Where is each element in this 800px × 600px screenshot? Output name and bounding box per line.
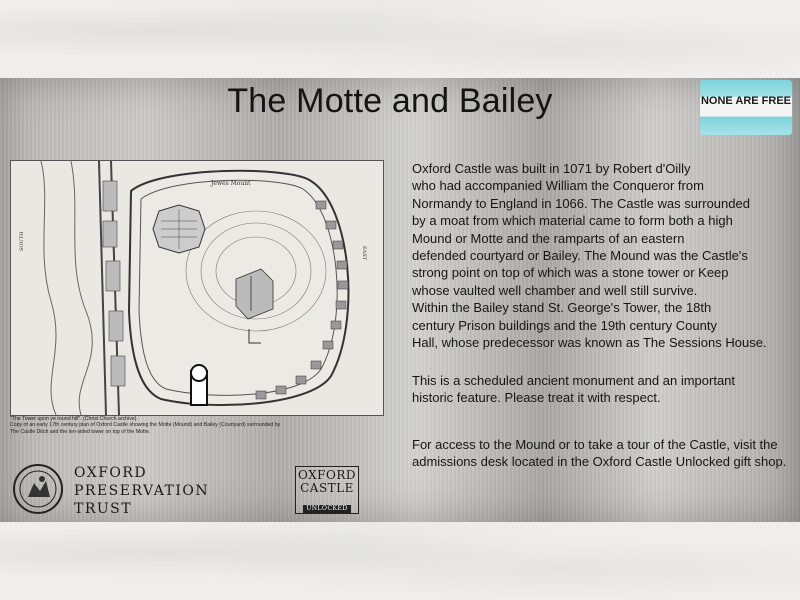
text-line: strong point on top of which was a stone tower or Keep	[412, 265, 729, 281]
text-line: historic feature. Please treat it with respect.	[412, 390, 661, 406]
text-line: This is a scheduled ancient monument and an important	[412, 373, 736, 388]
castle-logo-line: CASTLE	[300, 481, 354, 495]
text-line: Within the Bailey stand St. George's Tower, the 18th	[412, 300, 712, 316]
text-line: Mound or Motte and the ramparts of an eastern	[412, 230, 685, 246]
trust-logo-line: OXFORD	[74, 465, 148, 481]
map-caption-line: Copy of an early 17th century plan of Oxford Castle showing the Motte (Mound) and Bailey (Courtyard) surrounded by	[10, 422, 281, 429]
history-paragraph	[412, 160, 792, 351]
castle-plan-map	[10, 160, 384, 416]
wall-top	[0, 0, 800, 78]
trust-logo-text	[74, 464, 209, 518]
map-caption-line: The Castle Ditch and the ten-sided tower on top of the Motte.	[10, 428, 151, 435]
text-line: by a moat from which material came to form both a high	[412, 213, 733, 229]
castle-logo-badge: UNLOCKED	[303, 505, 350, 513]
sticker	[700, 80, 792, 135]
castle-unlocked-logo	[295, 466, 359, 514]
notice-paragraph	[412, 372, 792, 407]
trust-logo-line: TRUST	[74, 501, 133, 517]
map-label-top: Jewes Mount	[211, 180, 251, 187]
text-line: defended courtyard or Bailey. The Mound was the Castle's	[412, 248, 748, 264]
sticker-text: NONE ARE FREE	[700, 95, 792, 107]
map-label-west: SOUTH	[19, 231, 25, 251]
map-caption-line: "The Tower upon ye round hill". (Christ Church archive).	[10, 416, 138, 422]
trust-logo-line: PRESERVATION	[74, 483, 210, 499]
text-line: whose vaulted well chamber and well still survive.	[412, 282, 698, 298]
text-line: century Prison buildings and the 19th century County	[412, 317, 717, 333]
wall-bottom	[0, 522, 800, 600]
map-label-east: EAST	[361, 246, 367, 261]
trust-seal-icon	[12, 463, 64, 515]
text-line: Normandy to England in 1066. The Castle was surrounded	[412, 195, 750, 211]
map-caption	[10, 416, 382, 435]
text-line: who had accompanied William the Conqueror from	[412, 178, 704, 194]
plaque-title: The Motte and Bailey	[227, 82, 553, 120]
castle-logo-line: OXFORD	[298, 468, 356, 482]
text-line: admissions desk located in the Oxford Castle Unlocked gift shop.	[412, 454, 787, 470]
castle-plan-drawing	[11, 161, 383, 415]
text-line: Oxford Castle was built in 1071 by Robert d'Oilly	[412, 161, 691, 176]
access-paragraph	[412, 436, 796, 471]
text-line: For access to the Mound or to take a tour of the Castle, visit the	[412, 437, 778, 452]
text-line: Hall, whose predecessor was known as The Sessions House.	[412, 335, 767, 351]
